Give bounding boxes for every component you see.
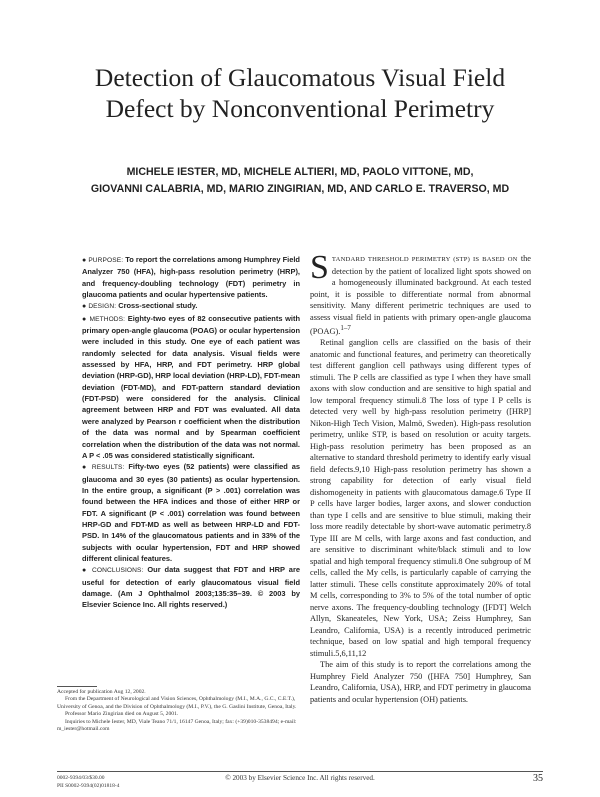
title-line-1: Detection of Glaucomatous Visual Field (94, 63, 506, 92)
footer-issn: 0002-9394/03/$30.00 (57, 775, 105, 781)
drop-cap: S (310, 249, 329, 286)
bullet-icon: ● (82, 567, 89, 575)
footer-copyright: © 2003 by Elsevier Science Inc. All rights reserved. (225, 774, 375, 782)
footnote-affiliation: From the Department of Neurological and Vision Sciences, Ophthalmology (M.I., M.A., G.C., C.E.T.), University of Genoa, and the Division of Ophthalmology (M.I., P.V.), the G. Gaslini Institute, Genoa, Italy. (57, 696, 297, 710)
body-paragraph-2: Retinal ganglion cells are classified on the basis of their anatomic and functional features, and perimetry can theoretically test different ganglion cell pathways using different types of stimuli. The P cells are classified as type I when they have small axons with slow conduction and are sensitive to high spatial and low temporal frequency stimuli.8 The loss of type I P cells is detected very well by high-pass resolution perimetry ([HRP] Nikon-High Tech Vision, Malmö, Sweden). High-pass resolution perimetry, unlike STP, is based on resolution or acuity targets. High-pass resolution perimetry has been proposed as an alternative to standard threshold perimetry to identify early visual field defects.9,10 High-pass resolution perimetry has shown a strong capability for detection of early visual field dishomogeneity in patients with glaucomatous damage.6 Type II P cells have larger bodies, larger axons, and slower conduction than type I cells and are sensitive to blue stimuli, making their loss more readily detectable by short-wave automatic perimetry.8 Type III are M cells, with large axons and fast conduction, and are sensitive to discriminant white/black stimuli and to low spatial and high temporal frequency stimuli.8 One subgroup of M cells, called the My cells, is particularly capable of carrying the latter stimuli. These cells constitute approximately 20% of total M cells, corresponding to 3% to 5% of the total number of optic nerve axons. The frequency-doubling technology ([FDT] Welch Allyn, Skaneateles, New York, USA; Zeiss Humphrey, San Leandro, California, USA) is a recently introduced perimetric technique, based on low spatial and high temporal frequency stimuli.5,6,11,12 (310, 338, 531, 658)
article-title (40, 62, 560, 124)
footer-divider (57, 771, 543, 772)
body-paragraph-1 (310, 249, 532, 337)
footer-pii: PII S0002-9394(02)01818-4 (57, 783, 120, 789)
author-list (20, 164, 580, 198)
conclusions-text: Our data suggest that FDT and HRP are useful for detection of early glaucomatous visual field damage. (Am J Ophthalmol 2003;135:35–39. © 2003 by Elsevier Science Inc. All rights reserved.) (82, 565, 300, 610)
design-text: Cross-sectional study. (118, 301, 198, 311)
footnote-accepted: Accepted for publication Aug 12, 2002. (57, 689, 146, 695)
footnotes (57, 689, 297, 733)
page-number: 35 (533, 773, 543, 784)
bullet-icon: ● (82, 257, 87, 264)
paragraph-1-text: the detection by the patient of localized light spots showed on a homogeneously illuminated background. At each tested point, it is possible to differentiate normal from abnormal sensitivity. Many different perimetric techniques are used to assess visual field in patients with primary open-angle glaucoma (POAG). (310, 254, 532, 336)
body-text (310, 249, 532, 705)
footnote-inquiries: Inquiries to Michele Iester, MD, Viale Teano 71/1, 16147 Genoa, Italy; fax: (+39)010-3538494; e-mail: m_iester@hotmail.com (57, 718, 297, 733)
methods-text: Eighty-two eyes of 82 consecutive patients with primary open-angle glaucoma (POAG) or ocular hypertension were included in this study. One eye of each patient was randomly selected for data analysis. Visual fields were assessed by HFA, HRP, and FDT perimetry. HRP global deviation (HRP-GD), HRP local deviation (HRP-LD), FDT-mean deviation (FDT-MD), and FDT-pattern standard deviation (FDT-PSD) were considered for the analysis. Clinical agreement between HRP and FDT was evaluated. All data were analyzed by Pearson r coefficient when the distribution of the data was normal and by Spearman coefficient correlation when the distribution of the data was not normal. A P < .05 was considered statistically significant. (82, 313, 300, 460)
abstract-purpose (82, 254, 300, 300)
authors-line-2: GIOVANNI CALABRIA, MD, MARIO ZINGIRIAN, MD, AND CARLO E. TRAVERSO, MD (90, 183, 510, 195)
lead-in-smallcaps: TANDARD THRESHOLD PERIMETRY (STP) IS BASED ON (331, 256, 518, 263)
conclusions-heading: CONCLUSIONS: (92, 567, 144, 575)
abstract-design (82, 300, 300, 312)
abstract-methods (82, 313, 300, 461)
abstract-results (82, 461, 300, 564)
results-text: Fifty-two eyes (52 patients) were classified as glaucoma and 30 eyes (30 patients) as ocular hypertension. In the entire group, a significant (P > .001) correlation was found between the HFA indices and those of either HRP or FDT. A significant (P < .001) correlation was found between HRP-GD and FDT-MD as well as between HRP-LD and FDT-PSD. In 14% of the glaucomatous patients and in 33% of the subjects with ocular hypertension, FDT and HRP showed different clinical features. (82, 462, 300, 563)
purpose-text: To report the correlations among Humphrey Field Analyzer 750 (HFA), high-pass resolution perimetry (HRP), and frequency-doubling technology (FDT) perimetry in glaucoma patients and ocular hypertensive patients. (82, 255, 300, 300)
bullet-icon: ● (82, 464, 89, 472)
purpose-heading: PURPOSE: (88, 257, 124, 264)
results-heading: RESULTS: (91, 464, 125, 472)
abstract-conclusions (82, 564, 300, 610)
methods-heading: METHODS: (89, 315, 126, 323)
design-heading: DESIGN: (88, 303, 117, 311)
title-line-2: Defect by Nonconventional Perimetry (105, 94, 495, 123)
bullet-icon: ● (82, 303, 87, 311)
bullet-icon: ● (82, 315, 87, 323)
reference-citation[interactable]: 1–7 (340, 324, 351, 332)
authors-line-1: MICHELE IESTER, MD, MICHELE ALTIERI, MD, PAOLO VITTONE, MD, (126, 166, 474, 178)
body-paragraph-3: The aim of this study is to report the correlations among the Humphrey Field Analyzer 750 ([HFA 750] Humphrey, San Leandro, California, USA), HRP, and FDT perimetry in glaucoma patients and ocular hypertension (OH) patients. (310, 660, 531, 704)
abstract (82, 254, 300, 611)
footnote-divider (57, 686, 97, 687)
footnote-died: Professor Mario Zingirian died on August 5, 2001. (65, 711, 179, 718)
